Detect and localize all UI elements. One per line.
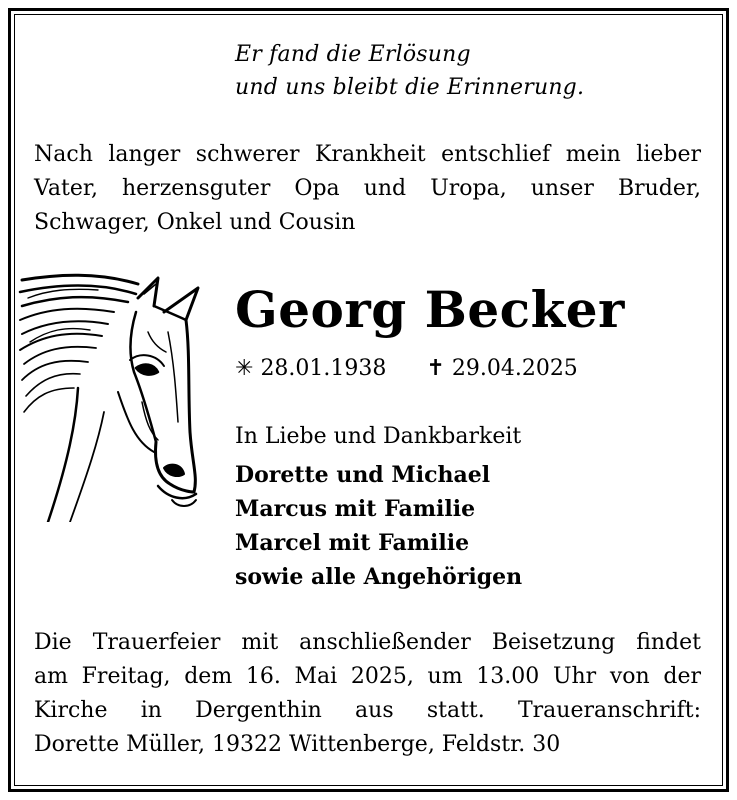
intro-text (34, 138, 701, 240)
mourners-intro: In Liebe und Dankbarkeit (235, 424, 522, 449)
birth-star-icon: ✳ (235, 356, 254, 381)
ceremony-line: Kirche in Dergenthin aus statt. Traueranschrift: (34, 698, 701, 723)
motto-line: und uns bleibt die Erinnerung. (235, 75, 585, 100)
motto-line: Er fand die Erlösung (235, 42, 471, 67)
mourner-name: Marcel mit Familie (235, 530, 470, 556)
mourner-name: Marcus mit Familie (235, 496, 476, 522)
ceremony-line: Die Trauerfeier mit anschließender Beisetzung findet (34, 630, 701, 655)
horse-head-icon (18, 272, 208, 522)
birth-date: 28.01.1938 (260, 356, 387, 381)
intro-line: Nach langer schwerer Krankheit entschlief mein lieber (34, 142, 701, 167)
mourner-name: Dorette und Michael (235, 462, 491, 488)
deceased-name: Georg Becker (235, 280, 625, 339)
death-cross-icon: ✝ (426, 356, 445, 381)
death-date: 29.04.2025 (451, 356, 578, 381)
life-dates (235, 352, 578, 386)
intro-line: Vater, herzensguter Opa und Uropa, unser Bruder, (34, 176, 701, 201)
motto (235, 38, 584, 104)
ceremony-line: Dorette Müller, 19322 Wittenberge, Feldstr. 30 (34, 732, 561, 757)
mourner-name: sowie alle Angehörigen (235, 564, 523, 590)
mourners-list (235, 458, 522, 594)
intro-line: Schwager, Onkel und Cousin (34, 210, 356, 235)
ceremony-line: am Freitag, dem 16. Mai 2025, um 13.00 Uhr von der (34, 664, 701, 689)
ceremony-text (34, 626, 701, 762)
